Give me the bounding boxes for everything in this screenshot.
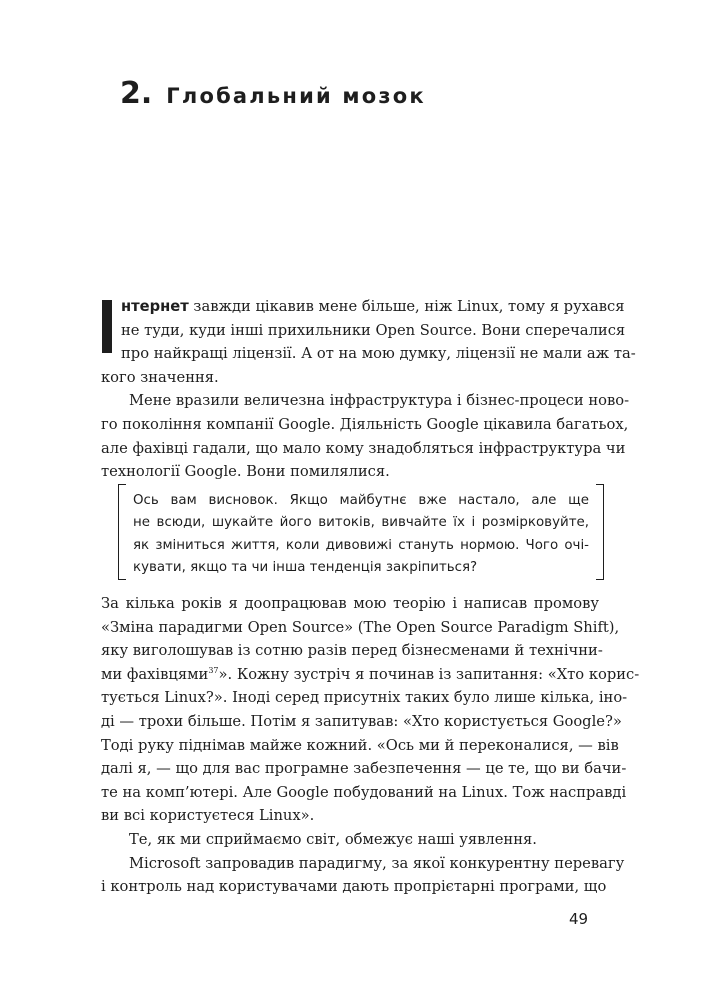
text-line: тується Linux?». Іноді серед присутніх таких було лише кілька, іно-	[101, 689, 628, 707]
page-number: 49	[569, 910, 589, 928]
callout-text	[133, 490, 589, 580]
text-line: ми фахівцями$^{37}$». Кожну зустріч я починав із запитання: «Хто корис-	[101, 665, 640, 683]
chapter-title-text: Глобальний мозок	[166, 84, 426, 108]
callout-box	[118, 484, 604, 580]
text-line: технології Google. Вони помилялися.	[101, 463, 390, 481]
text-line: нтернет завжди цікавив мене більше, ніж Linux, тому я рухався	[121, 298, 625, 315]
callout-line: Ось вам висновок. Якщо майбутнє вже настало, але ще	[133, 493, 589, 508]
text-line: яку виголошував із сотню разів перед бізнесменами й технічни-	[101, 642, 603, 660]
text-line: Тоді руку піднімав майже кожний. «Ось ми й переконалися, — вів	[101, 736, 619, 754]
text-line: Те, як ми сприймаємо світ, обмежує наші уявлення.	[129, 830, 537, 848]
text-line: За кілька років я доопрацював мою теорію і написав промову	[101, 595, 599, 612]
callout-line: як зміниться життя, коли дивовижі стануть нормою. Чого очі-	[133, 537, 589, 553]
callout-line: кувати, якщо та чи інша тенденція закріпиться?	[133, 560, 478, 576]
callout-line: не всюди, шукайте його витоків, вивчайте їх і розмірковуйте,	[133, 515, 589, 531]
text-line: про найкращі ліцензії. А от на мою думку, ліцензії не мали аж та-	[121, 345, 636, 363]
body-paragraphs	[101, 592, 640, 899]
text-line: го покоління компанії Google. Діяльність Google цікавила багатьох,	[101, 415, 629, 433]
callout-bracket-left	[118, 484, 126, 580]
text-line: Microsoft запровадив парадигму, за якої конкурентну перевагу	[129, 854, 625, 872]
text-line: не туди, куди інші прихильники Open Source. Вони сперечалися	[121, 321, 626, 339]
text-line: але фахівці гадали, що мало кому знадобляться інфраструктура чи	[101, 439, 626, 457]
chapter-title	[120, 76, 426, 111]
intro-paragraphs	[101, 295, 636, 484]
text-line: кого значення.	[101, 368, 219, 386]
chapter-number: 2.	[120, 76, 153, 111]
lead-word: нтернет	[121, 298, 189, 315]
text-line: Мене вразили величезна інфраструктура і бізнес-процеси ново-	[129, 392, 630, 410]
text-line: те на комп’ютері. Але Google побудований на Linux. Тож насправді	[101, 783, 627, 801]
text-line: і контроль над користувачами дають пропрієтарні програми, що	[101, 878, 607, 896]
footnote-ref: 37	[208, 665, 219, 675]
text-line: далі я, — що для вас програмне забезпечення — це те, що ви бачи-	[101, 760, 627, 778]
text-line: ді — трохи більше. Потім я запитував: «Хто користується Google?»	[101, 712, 622, 730]
text-line: «Зміна парадигми Open Source» (The Open Source Paradigm Shift),	[101, 618, 620, 636]
callout-bracket-right	[596, 484, 604, 580]
text-line: ви всі користуєтеся Linux».	[101, 807, 315, 825]
